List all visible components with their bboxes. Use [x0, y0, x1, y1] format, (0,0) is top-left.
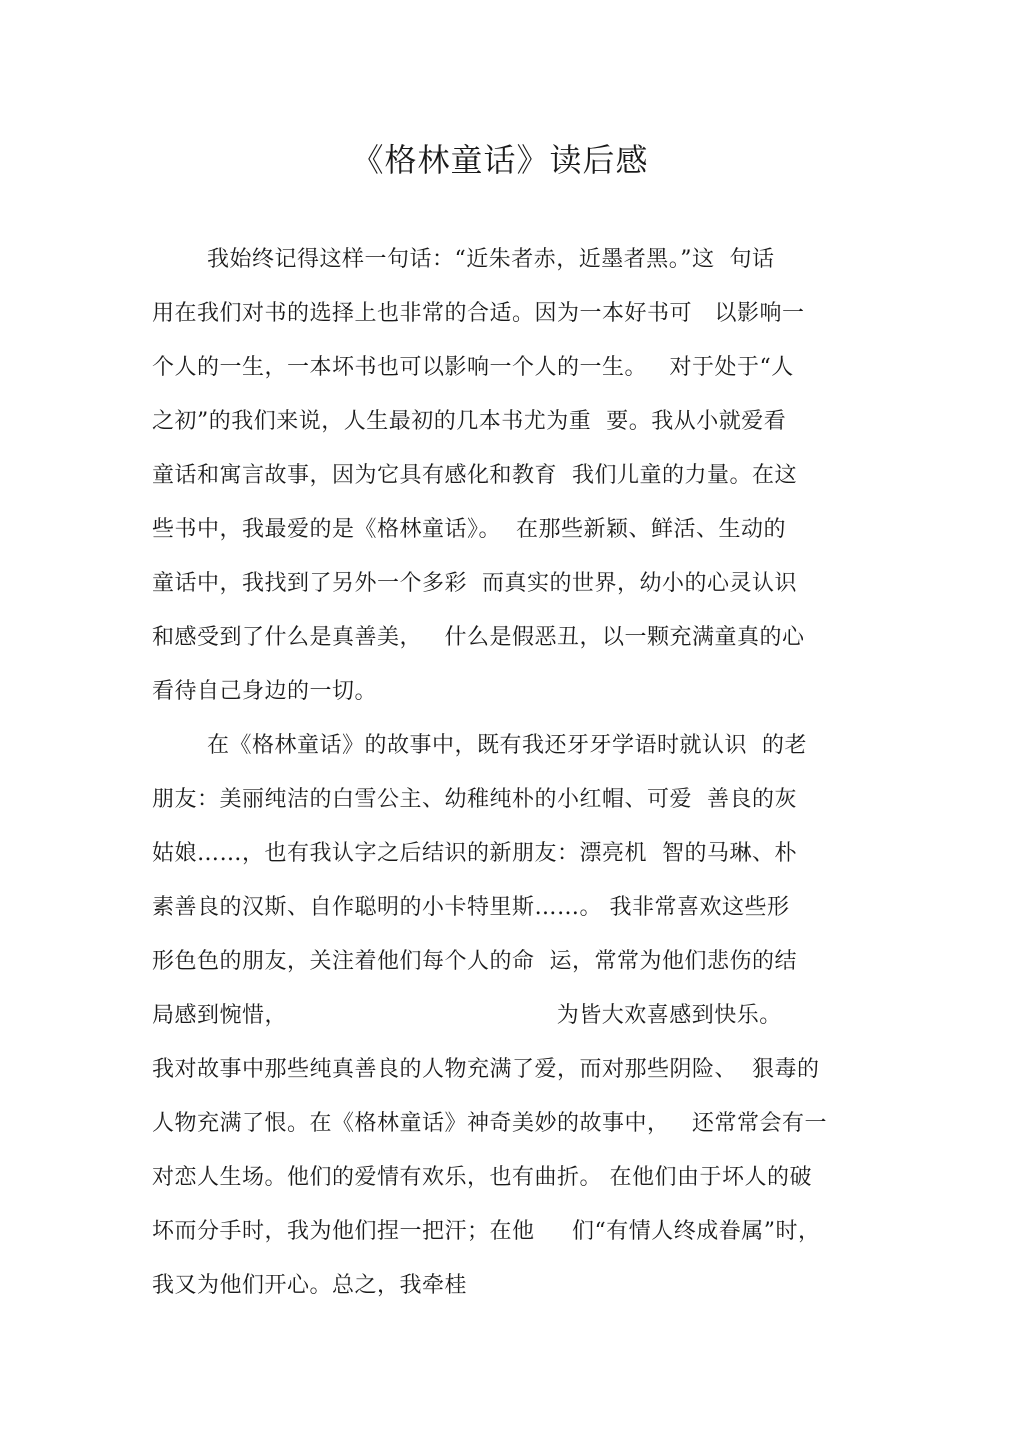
text-line: 局感到惋惜， 为皆大欢喜感到快乐。	[152, 1003, 782, 1028]
document-title: 《格林童话》读后感	[351, 141, 649, 179]
text-line: 我对故事中那些纯真善良的人物充满了爱，而对那些阴险、 狠毒的	[152, 1057, 820, 1082]
text-line: 对恋人生场。他们的爱情有欢乐，也有曲折。 在他们由于坏人的破	[152, 1165, 812, 1190]
text-line: 童话中，我找到了另外一个多彩 而真实的世界，幼小的心灵认识	[152, 571, 797, 596]
text-line: 人物充满了恨。在《格林童话》神奇美妙的故事中， 还常常会有一	[152, 1111, 827, 1136]
text-line: 个人的一生，一本坏书也可以影响一个人的一生。 对于处于“人	[152, 355, 794, 380]
text-line: 我又为他们开心。总之，我牵桂	[152, 1273, 468, 1298]
text-line: 看待自己身边的一切。	[152, 679, 378, 704]
text-line: 素善良的汉斯、自作聪明的小卡特里斯……。 我非常喜欢这些形	[152, 895, 790, 920]
text-line: 形色色的朋友，关注着他们每个人的命 运，常常为他们悲伤的结	[152, 949, 797, 974]
text-line: 和感受到了什么是真善美， 什么是假恶丑，以一颗充满童真的心	[152, 625, 805, 650]
text-line: 朋友：美丽纯洁的白雪公主、幼稚纯朴的小红帽、可爱 善良的灰	[152, 787, 797, 812]
text-line: 些书中，我最爱的是《格林童话》。 在那些新颖、鲜活、生动的	[152, 517, 786, 542]
text-line: 坏而分手时，我为他们捏一把汗；在他 们“有情人终成眷属”时，	[152, 1219, 821, 1244]
text-line: 之初”的我们来说，人生最初的几本书尤为重 要。我从小就爱看	[152, 409, 787, 434]
text-line: 在《格林童话》的故事中，既有我还牙牙学语时就认识 的老	[207, 733, 807, 758]
text-line: 姑娘……，也有我认字之后结识的新朋友：漂亮机 智的马琳、朴	[152, 841, 797, 866]
text-line: 童话和寓言故事，因为它具有感化和教育 我们儿童的力量。在这	[152, 463, 797, 488]
text-line: 用在我们对书的选择上也非常的合适。因为一本好书可 以影响一	[152, 301, 805, 326]
text-line: 我始终记得这样一句话：“近朱者赤，近墨者黑。”这 句话	[207, 247, 775, 272]
